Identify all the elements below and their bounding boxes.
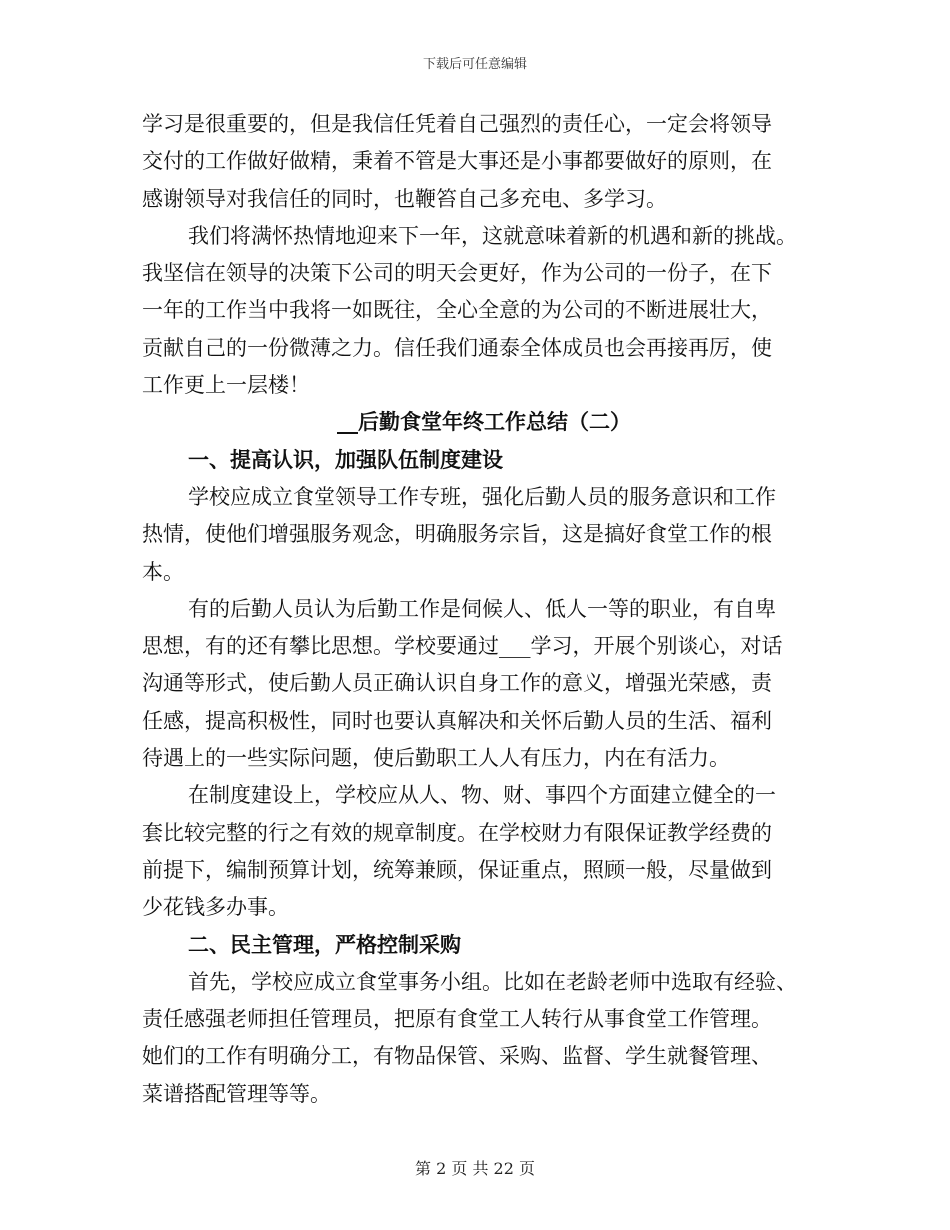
text-line: 思想，有的还有攀比思想。学校要通过___学习，开展个别谈心，对话 xyxy=(142,634,783,659)
text-line: 套比较完整的行之有效的规章制度。在学校财力有限保证教学经费的 xyxy=(142,820,772,845)
paragraph-first-line: 首先，学校应成立食堂事务小组。比如在老龄老师中选取有经验、 xyxy=(188,969,797,994)
text-line: 学习是很重要的，但是我信任凭着自己强烈的责任心，一定会将领导 xyxy=(142,112,772,136)
text-line: 少花钱多办事。 xyxy=(142,895,289,920)
paragraph-first-line: 在制度建设上，学校应从人、物、财、事四个方面建立健全的一 xyxy=(188,783,776,808)
text-line: 本。 xyxy=(142,559,184,584)
text-line: 沟通等形式，使后勤人员正确认识自身工作的意义，增强光荣感，责 xyxy=(142,671,772,696)
text-line: 她们的工作有明确分工，有物品保管、采购、监督、学生就餐管理、 xyxy=(142,1044,772,1069)
document-body xyxy=(142,106,812,1113)
text-line: 感谢领导对我信任的同时，也鞭笞自己多充电、多学习。 xyxy=(142,186,667,211)
text-line: 贡献自己的一份微薄之力。信任我们通泰全体成员也会再接再厉，使 xyxy=(142,335,772,360)
section-heading: 一、提高认识，加强队伍制度建设 xyxy=(188,447,503,472)
page-number: 第 2 页 共 22 页 xyxy=(415,1159,535,1178)
text-line: 工作更上一层楼！ xyxy=(142,373,310,398)
text-line: 待遇上的一些实际问题，使后勤职工人人有压力，内在有活力。 xyxy=(142,746,730,771)
text-line: 交付的工作做好做精，秉着不管是大事还是小事都要做好的原则，在 xyxy=(142,149,772,174)
text-line: 一年的工作当中我将一如既往，全心全意的为公司的不断进展壮大， xyxy=(142,298,772,323)
document-title: __后勤食堂年终工作总结（二） xyxy=(337,410,631,435)
paragraph-first-line: 学校应成立食堂领导工作专班，强化后勤人员的服务意识和工作 xyxy=(188,484,776,509)
text-line: 前提下，编制预算计划，统筹兼顾，保证重点，照顾一般，尽量做到 xyxy=(142,857,772,882)
text-line: 菜谱搭配管理等等。 xyxy=(142,1081,331,1106)
text-line: 热情，使他们增强服务观念，明确服务宗旨，这是搞好食堂工作的根 xyxy=(142,522,772,547)
text-line: 任感，提高积极性，同时也要认真解决和关怀后勤人员的生活、福利 xyxy=(142,708,772,733)
paragraph-first-line: 有的后勤人员认为后勤工作是伺候人、低人一等的职业，有自卑 xyxy=(188,596,776,621)
text-line: 我坚信在领导的决策下公司的明天会更好，作为公司的一份子，在下 xyxy=(142,261,772,286)
page-header-note: 下载后可任意编辑 xyxy=(422,57,527,72)
text-line: 责任感强老师担任管理员，把原有食堂工人转行从事食堂工作管理。 xyxy=(142,1007,772,1032)
section-heading: 二、民主管理，严格控制采购 xyxy=(188,932,461,957)
paragraph-first-line: 我们将满怀热情地迎来下一年，这就意味着新的机遇和新的挑战。 xyxy=(188,223,797,248)
